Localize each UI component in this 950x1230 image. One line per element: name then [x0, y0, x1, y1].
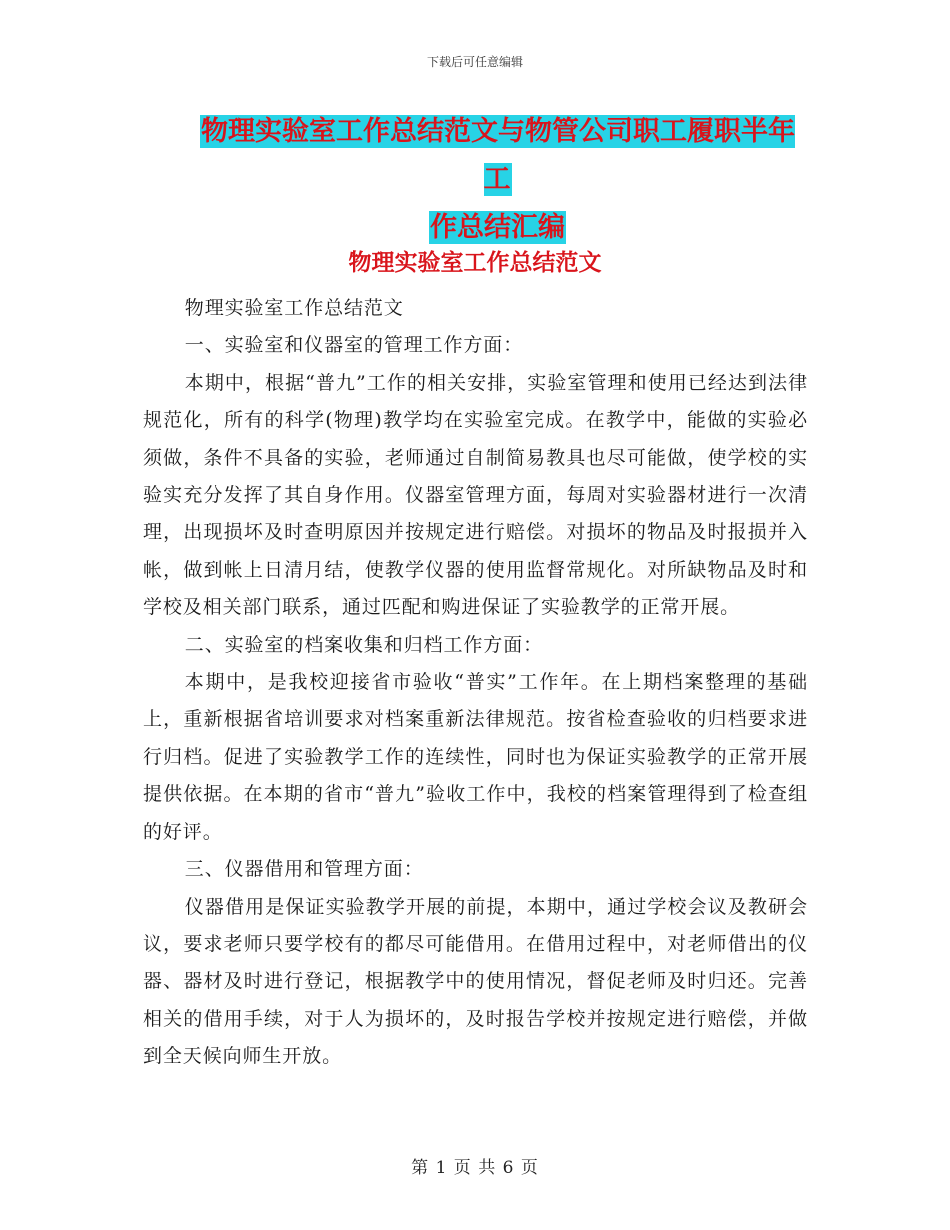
- header-note: 下载后可任意编辑: [426, 55, 523, 69]
- paragraph: 物理实验室工作总结范文: [184, 297, 404, 319]
- paragraph: 本期中，是我校迎接省市验收“普实”工作年。在上期档案整理的基础上，重新根据省培训要求对档案重新法律规范。按省检查验收的归档要求进行归档。促进了实验教学工作的连续性，同时也为保证实验教学的正常开展提供依据。在本期的省市“普九”验收工作中，我校的档案管理得到了检查组的好评。: [143, 671, 808, 843]
- section-title: 物理实验室工作总结范文: [348, 250, 602, 276]
- paragraph: 三、仪器借用和管理方面：: [184, 858, 424, 881]
- title-line-2: 作总结汇编: [430, 212, 565, 243]
- paragraph: 二、实验室的档案收集和归档工作方面：: [184, 633, 543, 656]
- paragraph: 一、实验室和仪器室的管理工作方面：: [184, 334, 524, 357]
- document-body: [143, 290, 808, 1076]
- title-line-1: 物理实验室工作总结范文与物管公司职工履职半年工: [201, 116, 795, 195]
- paragraph: 本期中，根据“普九”工作的相关安排，实验室管理和使用已经达到法律规范化，所有的科学(物理)教学均在实验室完成。在教学中，能做的实验必须做，条件不具备的实验，老师通过自制简易教具也尽可能做，使学校的实验实充分发挥了其自身作用。仪器室管理方面，每周对实验器材进行一次清理，出现损坏及时查明原因并按规定进行赔偿。对损坏的物品及时报损并入帐，做到帐上日清月结，使教学仪器的使用监督常规化。对所缺物品及时和学校及相关部门联系，通过匹配和购进保证了实验教学的正常开展。: [143, 371, 808, 619]
- page-number: 第 1 页 共 6 页: [411, 1158, 539, 1178]
- document-title: [190, 108, 805, 252]
- paragraph: 仪器借用是保证实验教学开展的前提，本期中，通过学校会议及教研会议，要求老师只要学校有的都尽可能借用。在借用过程中，对老师借出的仪器、器材及时进行登记，根据教学中的使用情况，督促老师及时归还。完善相关的借用手续，对于人为损坏的，及时报告学校并按规定进行赔偿，并做到全天候向师生开放。: [143, 895, 808, 1068]
